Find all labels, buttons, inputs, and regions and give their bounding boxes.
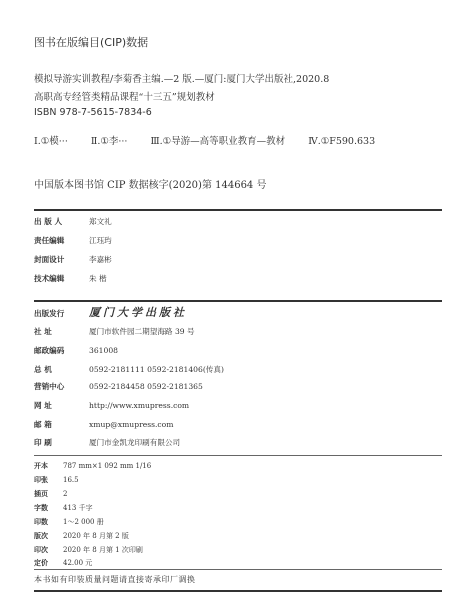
classification-2: Ⅱ.①李··· (90, 136, 128, 147)
divider-publisher (34, 455, 442, 456)
classification-3: Ⅲ.①导游—高等职业教育—教材 (150, 136, 286, 147)
spec-value: 2 (63, 490, 68, 498)
spec-value: 2020 年 8 月第 2 版 (63, 532, 129, 540)
publisher-row (34, 382, 203, 392)
cip-isbn: ISBN 978-7-5615-7834-6 (34, 107, 152, 118)
cip-title: 图书在版编目(CIP)数据 (34, 36, 149, 49)
spec-label: 定价 (34, 559, 48, 567)
staff-row (34, 217, 112, 227)
publisher-label: 邮 箱 (34, 420, 52, 429)
divider-top (34, 209, 442, 211)
spec-label: 字数 (34, 504, 48, 512)
cip-line-1: 模拟导游实训教程/李菊香主编.—2 版.—厦门:厦门大学出版社,2020.8 (34, 74, 330, 85)
publisher-label: 印 刷 (34, 438, 52, 447)
spec-label: 印次 (34, 546, 48, 554)
publisher-label: 出版发行 (34, 309, 65, 318)
staff-label: 出 版 人 (34, 217, 63, 226)
publisher-value: 0592-2181111 0592-2181406(传真) (89, 365, 224, 374)
spec-value: 787 mm×1 092 mm 1/16 (63, 462, 152, 470)
spec-row (34, 531, 129, 541)
publisher-row (34, 327, 195, 337)
publisher-logo: 厦门大学出版社 (89, 306, 187, 319)
publisher-row (34, 438, 180, 448)
classification-4: Ⅳ.①F590.633 (308, 136, 376, 147)
publisher-row (34, 308, 187, 319)
publisher-value: 厦门市金凯龙印刷有限公司 (89, 438, 181, 447)
publisher-row (34, 346, 118, 356)
spec-label: 版次 (34, 532, 48, 540)
staff-value: 李嘉彬 (89, 255, 112, 264)
staff-value: 江珏玙 (89, 236, 112, 245)
print-quality-notice: 本书如有印装质量问题请直接寄承印厂调换 (34, 575, 196, 584)
staff-row (34, 236, 112, 246)
publisher-value: 0592-2184458 0592-2181365 (89, 382, 203, 391)
publisher-label: 网 址 (34, 401, 52, 410)
spec-label: 印张 (34, 476, 48, 484)
publisher-label: 邮政编码 (34, 346, 65, 355)
staff-label: 责任编辑 (34, 236, 65, 245)
spec-row (34, 517, 104, 527)
staff-label: 技术编辑 (34, 274, 65, 283)
divider-specs (34, 569, 442, 570)
spec-value: 42.00 元 (63, 559, 93, 567)
spec-row (34, 545, 143, 555)
spec-row (34, 475, 79, 485)
publisher-label: 营销中心 (34, 382, 65, 391)
staff-row (34, 255, 112, 265)
spec-label: 开本 (34, 462, 48, 470)
spec-label: 印数 (34, 518, 48, 526)
spec-value: 16.5 (63, 476, 79, 484)
spec-row (34, 558, 92, 568)
spec-value: 2020 年 8 月第 1 次印刷 (63, 546, 143, 554)
spec-row (34, 503, 93, 513)
cip-number: 中国版本图书馆 CIP 数据核字(2020)第 144664 号 (34, 180, 267, 191)
spec-row (34, 461, 151, 471)
staff-label: 封面设计 (34, 255, 65, 264)
publisher-email-link[interactable]: xmup@xmupress.com (89, 420, 174, 429)
staff-value: 朱 楷 (89, 274, 107, 283)
cip-line-2: 高职高专经管类精品课程“十三五”规划教材 (34, 92, 215, 103)
publisher-row (34, 401, 189, 411)
publisher-row (34, 420, 173, 430)
spec-row (34, 489, 67, 499)
divider-bottom (34, 590, 442, 592)
publisher-row (34, 365, 224, 375)
divider-staff (34, 300, 442, 302)
staff-value: 郑文礼 (89, 217, 112, 226)
publisher-value: 厦门市软件园二期望海路 39 号 (89, 327, 195, 336)
publisher-value: 361008 (89, 346, 118, 355)
publisher-label: 总 机 (34, 365, 52, 374)
spec-value: 1～2 000 册 (63, 518, 104, 526)
classification-1: Ⅰ.①模··· (34, 136, 68, 147)
spec-label: 插页 (34, 490, 48, 498)
publisher-website-link[interactable]: http://www.xmupress.com (89, 401, 190, 410)
publisher-label: 社 址 (34, 327, 52, 336)
spec-value: 413 千字 (63, 504, 93, 512)
cip-classification (34, 133, 395, 147)
staff-row (34, 274, 107, 284)
